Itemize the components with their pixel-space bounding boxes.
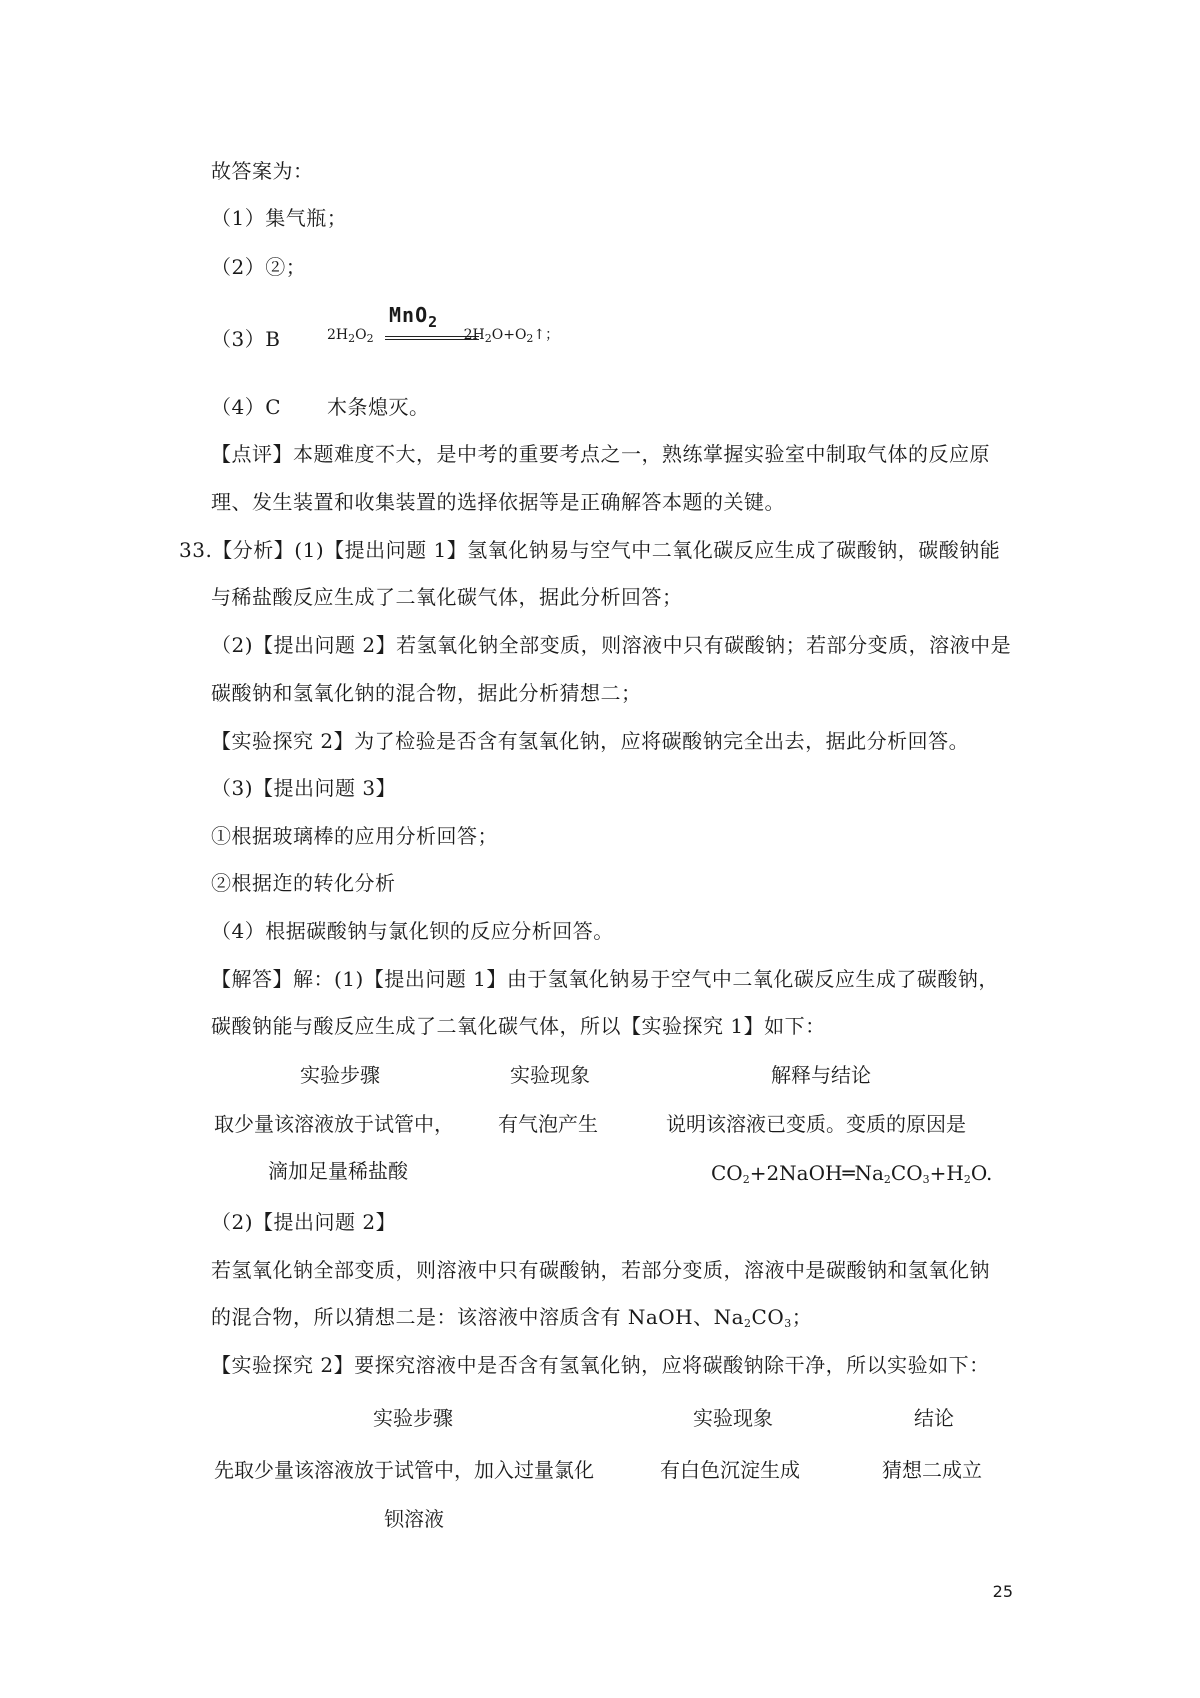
text-line: （3）B (211, 327, 281, 351)
text-line: （4）根据碳酸钠与氯化钡的反应分析回答。 (211, 919, 614, 943)
text-line: 【实验探究 2】要探究溶液中是否含有氢氧化钠，应将碳酸钠除干净，所以实验如下： (211, 1353, 990, 1377)
text-line: （2)【提出问题 2】 (211, 1210, 397, 1234)
text-line: ②根据迮的转化分析 (211, 871, 396, 895)
text-line: （4）C (211, 395, 282, 419)
table-cell: 有白色沉淀生成 (660, 1458, 800, 1482)
table-cell: 有气泡产生 (498, 1112, 598, 1136)
equation-text: $2H_2O_2$ $2H_2O+O_2↑$； (327, 327, 560, 345)
page-number: 25 (992, 1582, 1013, 1601)
table-header: 实验现象 (510, 1063, 590, 1087)
table-header: 解释与结论 (771, 1063, 871, 1087)
catalyst-label: MnO$_2$ (389, 303, 439, 331)
text-line: 若氢氧化钠全部变质，则溶液中只有碳酸钠，若部分变质，溶液中是碳酸钠和氢氧化钠 (211, 1258, 990, 1282)
table-cell: 说明该溶液已变质。变质的原因是 (666, 1112, 966, 1136)
text-line: 【点评】本题难度不大，是中考的重要考点之一，熟练掌握实验室中制取气体的反应原 (211, 442, 990, 466)
table-cell: 猜想二成立 (882, 1458, 982, 1482)
text-line: 【解答】解：(1)【提出问题 1】由于氢氧化钠易于空气中二氧化碳反应生成了碳酸钠， (211, 967, 999, 991)
table-header: 实验步骤 (373, 1406, 453, 1430)
text-line: 碳酸钠和氢氧化钠的混合物，据此分析猜想二； (211, 681, 642, 705)
text-line: 的混合物，所以猜想二是：该溶液中溶质含有 NaOH、$Na_2CO_3$； (211, 1305, 813, 1330)
text-line: （3)【提出问题 3】 (211, 776, 397, 800)
table-cell: 取少量该溶液放于试管中， (214, 1112, 454, 1136)
text-line: 碳酸钠能与酸反应生成了二氧化碳气体，所以【实验探究 1】如下： (211, 1014, 826, 1038)
text-line: （1）集气瓶； (211, 206, 348, 230)
table-cell: 钡溶液 (384, 1507, 444, 1531)
table-cell: 滴加足量稀盐酸 (268, 1159, 408, 1183)
table-cell: 先取少量该溶液放于试管中，加入过量氯化 (214, 1458, 594, 1482)
table-header: 结论 (914, 1406, 954, 1430)
text-line: （2）②； (211, 255, 307, 279)
text-line: ①根据玻璃棒的应用分析回答； (211, 824, 498, 848)
text-line: 故答案为： (211, 159, 314, 183)
text-line: 【实验探究 2】为了检验是否含有氢氧化钠，应将碳酸钠完全出去，据此分析回答。 (211, 729, 970, 753)
table-header: 实验现象 (693, 1406, 773, 1430)
table-header: 实验步骤 (300, 1063, 380, 1087)
text-line: 木条熄灭。 (327, 395, 430, 419)
text-line: 与稀盐酸反应生成了二氧化碳气体，据此分析回答； (211, 585, 683, 609)
text-line: 理、发生装置和收集装置的选择依据等是正确解答本题的关键。 (211, 490, 785, 514)
text-line: 33.【分析】(1)【提出问题 1】氢氧化钠易与空气中二氧化碳反应生成了碳酸钠，碳酸钠能 (179, 538, 1001, 562)
text-line: （2)【提出问题 2】若氢氧化钠全部变质，则溶液中只有碳酸钠；若部分变质，溶液中是 (211, 633, 1012, 657)
table-cell-equation: $CO_2+2NaOH═Na_2CO_3+H_2O$. (711, 1161, 993, 1186)
